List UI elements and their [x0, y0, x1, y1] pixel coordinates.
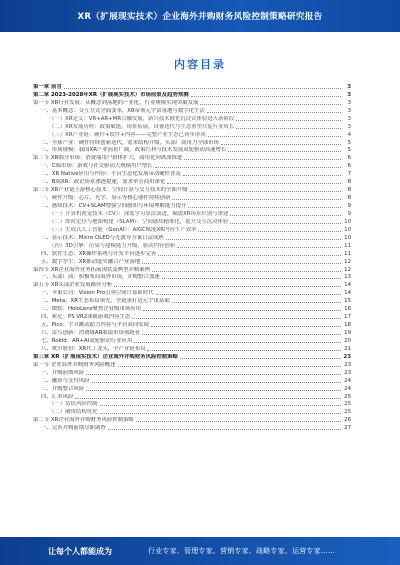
toc-entry[interactable]	[33, 210, 351, 218]
toc-leader-dots	[236, 120, 341, 121]
toc-entry[interactable]	[33, 147, 351, 155]
toc-page-number: 3	[347, 115, 351, 122]
toc-entry-text: 三、微软：HoloLens聚焦企业级市场应用	[41, 306, 142, 313]
toc-page-number: 12	[344, 258, 351, 265]
toc-leader-dots	[64, 88, 341, 89]
toc-leader-dots	[183, 175, 341, 176]
toc-leader-dots	[200, 104, 341, 105]
toc-leader-dots	[118, 366, 341, 367]
toc-entry-text: （一）估值风险控制	[49, 401, 98, 408]
footer-tagline: 行业专家、管理专家、营销专家、战略专家、运营专家……	[148, 547, 336, 555]
toc-entry-text: 第四节 XR企业海外业务拓展现状及典型并购案例	[33, 266, 150, 273]
toc-leader-dots	[228, 151, 341, 152]
toc-entry[interactable]	[33, 162, 351, 170]
toc-entry[interactable]	[33, 91, 351, 99]
toc-entry-text: 第二节 XR细分市场：消费端用户群体扩大，商用化向纵深推进	[33, 155, 183, 162]
toc-leader-dots	[198, 231, 341, 232]
toc-entry[interactable]	[33, 202, 351, 210]
toc-entry-text: 二、XR Native应用与内容：平台生态化发展带动硬件普及	[41, 171, 181, 178]
toc-entry[interactable]	[33, 218, 351, 226]
toc-entry[interactable]	[33, 234, 351, 242]
toc-leader-dots	[230, 223, 341, 224]
toc-entry[interactable]	[33, 281, 351, 289]
toc-leader-dots	[207, 112, 341, 113]
toc-page-number: 13	[344, 274, 351, 281]
toc-entry[interactable]	[33, 408, 351, 416]
toc-leader-dots	[188, 207, 341, 208]
toc-entry-text: 一、并购前期风险	[41, 369, 85, 376]
toc-entry-text: 第五节 XR头部企业发展路径分析	[33, 282, 113, 289]
toc-leader-dots	[134, 342, 341, 343]
toc-entry-text: 二、Meta：XR生态布局领先，全链条打造元宇宙基础	[41, 298, 170, 305]
toc-entry-text: （三）XR产业链：硬件+软件+内容——完整产业生态已初步形成	[49, 131, 206, 138]
toc-page-number: 10	[344, 218, 351, 225]
toc-entry[interactable]	[33, 416, 351, 424]
toc-entry[interactable]	[33, 170, 351, 178]
toc-leader-dots	[136, 421, 341, 422]
toc-page-number: 3	[347, 107, 351, 114]
toc-entry[interactable]	[33, 131, 351, 139]
toc-entry-text: 一、苹果公司：Vision Pro引领空间计算新时代	[41, 290, 154, 297]
toc-page-number: 21	[344, 345, 351, 352]
report-title: XR（扩展现实技术）企业海外并购财务风险控制策略研究报告	[77, 12, 323, 22]
toc-page-number: 25	[344, 393, 351, 400]
toc-entry-text: 第三节 XR产业链上游核心技术：空间计算与交互技术的全面升级	[33, 187, 188, 194]
toc-entry-text: 五、Pico：字节跳动助力内容与平台双向发展	[41, 322, 149, 329]
toc-entry-text: 一、完善并购前期尽职调查	[41, 425, 106, 432]
toc-entry-text: 二、全球产业：硬件持续创新迭代，需求结构升级，头部厂商角力全球市场	[41, 139, 219, 146]
table-of-contents	[33, 83, 351, 432]
toc-leader-dots	[190, 191, 341, 192]
toc-page-number: 11	[344, 242, 351, 249]
toc-page-number: 23	[344, 361, 351, 368]
toc-entry-text: 六、雷鸟创新：消费级AR眼镜市场领跑者	[41, 330, 141, 336]
footer-banner	[0, 537, 400, 565]
toc-entry[interactable]	[33, 337, 351, 345]
toc-leader-dots	[172, 199, 341, 200]
footer-slogan: 让每个人都能成为	[48, 546, 112, 556]
toc-leader-dots	[208, 136, 341, 137]
toc-entry[interactable]	[33, 321, 351, 329]
toc-entry[interactable]	[33, 226, 351, 234]
toc-entry-text: 三、B端XR：政企场景渗透提速，需求牵引商用深化	[41, 179, 166, 186]
toc-entry[interactable]	[33, 361, 351, 369]
toc-leader-dots	[172, 302, 341, 303]
toc-page-number: 11	[344, 250, 351, 257]
toc-page-number: 24	[344, 377, 351, 384]
toc-entry-text: （四）3D引擎：渲染与建模能力升级，驱动内容创新	[49, 242, 176, 249]
toc-entry-text: 三、并购整合风险	[41, 385, 85, 392]
toc-page-number: 10	[344, 234, 351, 241]
toc-leader-dots	[221, 144, 341, 145]
toc-page-number: 5	[347, 147, 351, 154]
toc-entry[interactable]	[33, 194, 351, 202]
toc-entry-text: （二）XR发展历程：政策赋能，场景拓展，设备迭代与生态重塑共促行业成长	[49, 123, 235, 130]
toc-page-number: 10	[344, 226, 351, 233]
toc-entry-text: （一）XR定义：VR+AR+MR合融发展，新兴技术催化沉浸式体验进入新阶段	[49, 115, 235, 122]
toc-page-number: 23	[344, 369, 351, 376]
toc-title: 内容目录	[174, 58, 226, 71]
toc-entry[interactable]	[33, 266, 351, 274]
toc-leader-dots	[177, 247, 341, 248]
toc-entry[interactable]	[33, 297, 351, 305]
toc-leader-dots	[132, 318, 341, 319]
toc-entry[interactable]	[33, 401, 351, 409]
toc-entry-text: （二）融资结构优化	[49, 409, 98, 416]
toc-leader-dots	[142, 334, 341, 335]
toc-entry-text: 第一章 前言	[33, 83, 62, 90]
toc-entry[interactable]	[33, 139, 351, 147]
toc-entry-text: 七、Rokid：AR+AI双轮驱动行业应用	[41, 337, 133, 344]
toc-leader-dots	[236, 128, 341, 129]
toc-entry-text: 二、感知技术：CV+SLAM增强空间感知与环境理解能力提升	[41, 203, 187, 209]
toc-entry-text: （二）即时定位与地图构建（SLAM）：空间感知精准化，提升交互沉浸体验	[49, 218, 229, 225]
toc-page-number: 27	[344, 425, 351, 432]
toc-entry-text: （一）计算机视觉技术（CV）：深度学习算法演进，赋能XR场景识别与重建	[49, 210, 229, 217]
toc-entry[interactable]	[33, 250, 351, 258]
toc-entry-text: 五、数字孪生：XR推动虚实融合产业落地	[41, 258, 141, 265]
toc-entry-text: 第二节 XR企业海外并购财务风险控制策略	[33, 417, 134, 424]
toc-page-number: 8	[347, 187, 351, 194]
toc-entry[interactable]	[33, 186, 351, 194]
toc-page-number: 12	[344, 266, 351, 273]
toc-page-number: 25	[344, 401, 351, 408]
toc-page-number: 17	[344, 314, 351, 321]
toc-entry[interactable]	[33, 289, 351, 297]
toc-page-number: 15	[344, 298, 351, 305]
toc-leader-dots	[86, 390, 341, 391]
toc-entry[interactable]	[33, 353, 351, 361]
toc-entry-text: 第一节 企业海外并购财务风险概述	[33, 361, 116, 368]
toc-entry-text: 一、基本概念：交互方式全面变革，XR带领元宇宙落地与数字化生活	[41, 107, 205, 114]
toc-entry[interactable]	[33, 305, 351, 313]
toc-page-number: 25	[344, 409, 351, 416]
toc-leader-dots	[114, 286, 341, 287]
toc-leader-dots	[152, 271, 341, 272]
toc-entry[interactable]	[33, 258, 351, 266]
toc-page-number: 23	[343, 353, 351, 360]
toc-entry[interactable]	[33, 313, 351, 321]
toc-leader-dots	[151, 326, 341, 327]
toc-entry-text: 第二章 2023-2028年XR（扩展现实技术）市场前景及趋势预测	[33, 91, 189, 98]
toc-leader-dots	[230, 215, 341, 216]
toc-page-number: 8	[347, 195, 351, 202]
toc-page-number: 14	[344, 290, 351, 297]
toc-entry-text: 四、软件生态：XR操作系统与开发平台逐步完善	[41, 250, 157, 257]
toc-leader-dots	[166, 239, 341, 240]
toc-entry[interactable]	[33, 385, 351, 393]
toc-page-number: 5	[347, 139, 351, 146]
toc-leader-dots	[143, 310, 341, 311]
toc-entry[interactable]	[33, 377, 351, 385]
toc-entry[interactable]	[33, 123, 351, 131]
toc-entry[interactable]	[33, 107, 351, 115]
toc-page-number: 6	[347, 155, 351, 162]
toc-leader-dots	[180, 358, 341, 359]
toc-page-number: 26	[344, 417, 351, 424]
toc-entry[interactable]	[33, 83, 351, 91]
toc-entry-text: 三、市场规模：我国XR产业前景广阔，政策红利与技术发展双轮驱动高速增长	[41, 147, 227, 154]
toc-page-number: 7	[347, 171, 351, 178]
toc-leader-dots	[142, 263, 341, 264]
toc-leader-dots	[75, 398, 341, 399]
toc-entry[interactable]	[33, 345, 351, 353]
toc-page-number: 20	[344, 337, 351, 344]
toc-page-number: 9	[347, 203, 351, 209]
toc-leader-dots	[155, 167, 341, 168]
toc-leader-dots	[147, 350, 341, 351]
toc-entry-text: 一、头部厂商：积极布局海外市场，并购整合加速	[41, 274, 160, 281]
toc-leader-dots	[108, 429, 341, 430]
toc-leader-dots	[156, 294, 341, 295]
toc-leader-dots	[184, 159, 341, 160]
toc-entry[interactable]	[33, 99, 351, 107]
toc-entry[interactable]	[33, 329, 351, 337]
report-header	[0, 0, 400, 32]
toc-leader-dots	[191, 96, 341, 97]
toc-entry-text: 第一节 XR行业发展：从概念到落地的产业化，行业规模实现突破发展	[33, 99, 199, 106]
toc-page-number: 3	[347, 99, 351, 106]
toc-entry-text: 第三章 XR（扩展现实技术）企业海外并购财务风险控制策略	[33, 353, 178, 360]
toc-page-number: 18	[344, 322, 351, 329]
toc-entry-text: 一、C端市场：游戏与社交驱动大规模用户增长	[41, 163, 153, 170]
toc-leader-dots	[100, 405, 341, 406]
toc-page-number: 6	[347, 163, 351, 170]
toc-leader-dots	[167, 183, 341, 184]
toc-entry[interactable]	[33, 393, 351, 401]
toc-leader-dots	[86, 374, 341, 375]
toc-entry[interactable]	[33, 424, 351, 432]
toc-leader-dots	[92, 382, 341, 383]
toc-page-number: 24	[344, 385, 351, 392]
toc-entry-text: （三）生成式人工智能（GenAI）：AIGC赋能XR内容生产效率	[49, 226, 197, 233]
toc-page-number: 3	[347, 83, 351, 90]
toc-entry[interactable]	[33, 154, 351, 162]
toc-page-number: 4	[347, 131, 351, 138]
toc-page-number: 3	[347, 123, 351, 130]
toc-entry-text: 二、融资与支付风险	[41, 377, 90, 384]
toc-entry-text: 三、显示技术：Micro OLED与光波导方案日益成熟	[41, 234, 164, 241]
toc-entry-text: 一、硬件升级：芯片、光学、显示等核心器件持续创新	[41, 195, 171, 202]
toc-entry[interactable]	[33, 178, 351, 186]
toc-page-number: 16	[344, 306, 351, 313]
toc-entry-text: 四、汇率风险	[41, 393, 74, 400]
toc-page-number: 19	[344, 330, 351, 336]
toc-page-number: 14	[344, 282, 351, 289]
toc-entry[interactable]	[33, 242, 351, 250]
toc-entry[interactable]	[33, 369, 351, 377]
toc-leader-dots	[158, 255, 341, 256]
toc-leader-dots	[100, 413, 341, 414]
toc-entry[interactable]	[33, 274, 351, 282]
toc-entry-text: 四、索尼：PS VR2深耕游戏内容生态	[41, 314, 131, 321]
toc-entry[interactable]	[33, 115, 351, 123]
toc-entry-text: 八、歌尔股份：XR代工龙头，全产业链布局	[41, 345, 146, 352]
toc-page-number: 8	[347, 179, 351, 186]
toc-page-number: 3	[347, 91, 351, 98]
toc-leader-dots	[162, 278, 341, 279]
toc-page-number: 9	[347, 210, 351, 217]
